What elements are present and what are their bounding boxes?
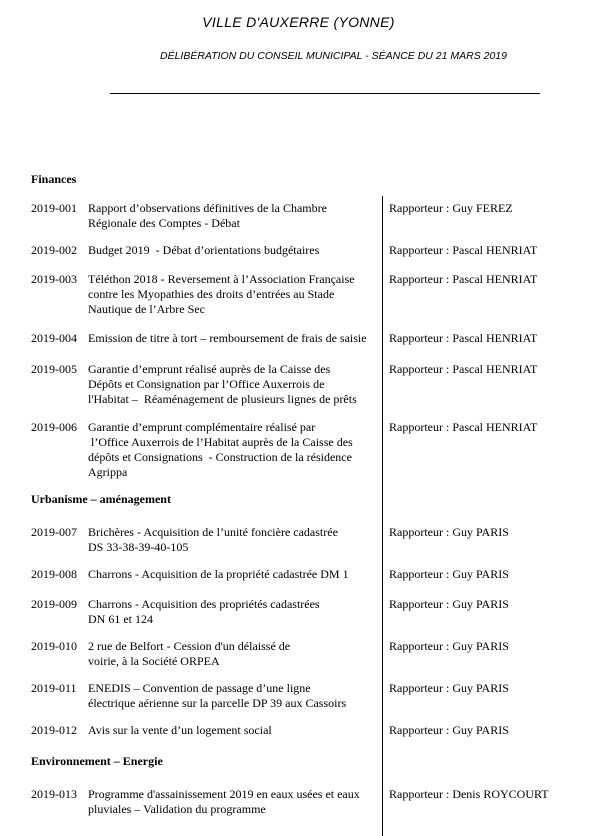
- deliberation-title-line: dépôts et Consignations - Construction de la résidence: [88, 450, 352, 464]
- deliberation-title-line: Emission de titre à tort – remboursement de frais de saisie: [88, 331, 367, 345]
- section-heading: Urbanisme – aménagement: [31, 492, 171, 506]
- deliberation-number: 2019-007: [31, 525, 77, 539]
- deliberation-title: [88, 567, 381, 582]
- deliberation-number: 2019-011: [31, 681, 77, 695]
- deliberation-title-line: électrique aérienne sur la parcelle DP 39 aux Cassoirs: [88, 696, 347, 710]
- deliberation-title-line: Charrons - Acquisition des propriétés cadastrées: [88, 597, 320, 611]
- rapporteur: Rapporteur : Guy PARIS: [389, 597, 509, 611]
- section-heading: Finances: [31, 172, 77, 186]
- deliberation-number: 2019-001: [31, 201, 77, 215]
- rapporteur: Rapporteur : Guy FEREZ: [389, 201, 513, 215]
- deliberation-title-line: 2 rue de Belfort - Cession d'un délaissé de: [88, 639, 291, 653]
- deliberation-title-line: Dépôts et Consignation par l’Office Auxerrois de: [88, 377, 325, 391]
- deliberation-number: 2019-004: [31, 331, 77, 345]
- deliberation-title: [88, 723, 381, 738]
- deliberation-title-line: ENEDIS – Convention de passage d’une ligne: [88, 681, 311, 695]
- deliberation-title: [88, 681, 381, 711]
- deliberation-title: [88, 420, 381, 480]
- deliberation-title-line: Régionale des Comptes - Débat: [88, 216, 240, 230]
- deliberation-title-line: Charrons - Acquisition de la propriété cadastrée DM 1: [88, 567, 349, 581]
- deliberation-title-line: pluviales – Validation du programme: [88, 802, 266, 816]
- deliberation-title-line: voirie, à la Société ORPEA: [88, 654, 220, 668]
- section-heading: Environnement – Energie: [31, 754, 163, 768]
- deliberation-title-line: Budget 2019 - Débat d’orientations budgétaires: [88, 243, 320, 257]
- deliberation-title: [88, 331, 381, 346]
- rapporteur: Rapporteur : Denis ROYCOURT: [389, 787, 549, 801]
- deliberation-number: 2019-013: [31, 787, 77, 801]
- deliberation-title: [88, 639, 381, 669]
- deliberation-title-line: l'Habitat – Réaménagement de plusieurs lignes de prêts: [88, 392, 357, 406]
- deliberation-title: [88, 525, 381, 555]
- deliberation-title-line: Agrippa: [88, 465, 128, 479]
- header-divider: [110, 93, 540, 94]
- document-title: VILLE D'AUXERRE (YONNE): [202, 14, 395, 30]
- deliberation-title: [88, 362, 381, 407]
- rapporteur: Rapporteur : Pascal HENRIAT: [389, 331, 538, 345]
- deliberation-number: 2019-009: [31, 597, 77, 611]
- deliberation-title-line: l’Office Auxerrois de l’Habitat auprès de la Caisse des: [88, 435, 353, 449]
- rapporteur: Rapporteur : Guy PARIS: [389, 723, 509, 737]
- deliberation-number: 2019-008: [31, 567, 77, 581]
- deliberation-number: 2019-012: [31, 723, 77, 737]
- deliberation-number: 2019-002: [31, 243, 77, 257]
- rapporteur: Rapporteur : Guy PARIS: [389, 681, 509, 695]
- deliberation-title-line: Rapport d’observations définitives de la Chambre: [88, 201, 327, 215]
- deliberation-title-line: Brichères - Acquisition de l’unité foncière cadastrée: [88, 525, 338, 539]
- deliberation-number: 2019-006: [31, 420, 77, 434]
- deliberation-title: [88, 787, 381, 817]
- deliberation-title: [88, 243, 381, 258]
- deliberation-title: [88, 272, 381, 317]
- rapporteur: Rapporteur : Guy PARIS: [389, 567, 509, 581]
- rapporteur: Rapporteur : Pascal HENRIAT: [389, 272, 538, 286]
- deliberation-title-line: contre les Myopathies des droits d’entrées au Stade: [88, 287, 335, 301]
- deliberation-title-line: Garantie d’emprunt complémentaire réalisé par: [88, 420, 316, 434]
- deliberation-title-line: Téléthon 2018 - Reversement à l’Association Française: [88, 272, 355, 286]
- rapporteur: Rapporteur : Pascal HENRIAT: [389, 420, 538, 434]
- rapporteur: Rapporteur : Guy PARIS: [389, 639, 509, 653]
- deliberation-title-line: Avis sur la vente d’un logement social: [88, 723, 272, 737]
- deliberation-title: [88, 201, 381, 231]
- column-divider: [382, 196, 383, 836]
- deliberation-title: [88, 597, 381, 627]
- rapporteur: Rapporteur : Guy PARIS: [389, 525, 509, 539]
- rapporteur: Rapporteur : Pascal HENRIAT: [389, 362, 538, 376]
- rapporteur: Rapporteur : Pascal HENRIAT: [389, 243, 538, 257]
- deliberation-title-line: Nautique de l’Arbre Sec: [88, 302, 205, 316]
- deliberation-title-line: Garantie d’emprunt réalisé auprès de la Caisse des: [88, 362, 331, 376]
- deliberation-title-line: DN 61 et 124: [88, 612, 153, 626]
- deliberation-title-line: Programme d'assainissement 2019 en eaux usées et eaux: [88, 787, 360, 801]
- deliberation-number: 2019-003: [31, 272, 77, 286]
- deliberation-title-line: DS 33-38-39-40-105: [88, 540, 189, 554]
- deliberation-number: 2019-005: [31, 362, 77, 376]
- deliberation-number: 2019-010: [31, 639, 77, 653]
- document-subtitle: DÉLIBÉRATION DU CONSEIL MUNICIPAL - SÉANCE DU 21 MARS 2019: [160, 50, 507, 62]
